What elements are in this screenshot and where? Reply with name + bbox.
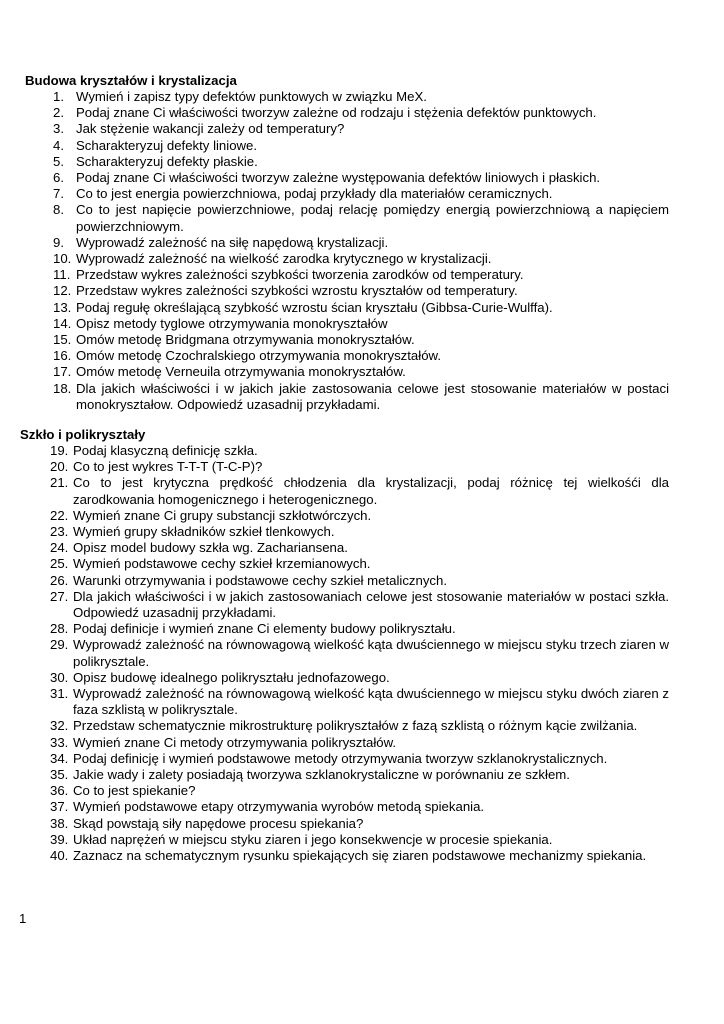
question-number: 37. bbox=[50, 799, 69, 815]
question-item bbox=[50, 637, 669, 669]
question-item bbox=[50, 556, 669, 572]
question-item bbox=[53, 316, 669, 332]
question-text: Co to jest napięcie powierzchniowe, podaj relację pomiędzy energią powierzchniową a napięciem powierzchniowym. bbox=[76, 202, 669, 234]
question-number: 12. bbox=[53, 283, 72, 299]
question-text: Wyprowadź zależność na siłę napędową krystalizacji. bbox=[76, 234, 389, 250]
question-text: Wyprowadź zależność na równowagową wielkość kąta dwuściennego w miejscu styku dwóch ziaren z faza szklistą w polikrysztale. bbox=[73, 686, 669, 718]
question-item bbox=[50, 767, 669, 783]
section-heading-crystals: Budowa kryształów i krystalizacja bbox=[25, 73, 237, 88]
question-number: 16. bbox=[53, 348, 72, 364]
page-number: 1 bbox=[19, 911, 27, 926]
question-text: Co to jest krytyczna prędkość chłodzenia dla krystalizacji, podaj różnicę tej wielkośći dla zarodkowania homogenicznego i heterogenicznego. bbox=[73, 475, 669, 507]
question-item bbox=[53, 364, 669, 380]
question-item bbox=[53, 251, 669, 267]
question-item bbox=[50, 799, 669, 815]
question-number: 20. bbox=[50, 459, 69, 475]
question-item bbox=[53, 235, 669, 251]
question-number: 22. bbox=[50, 507, 69, 523]
question-number: 26. bbox=[50, 572, 69, 588]
question-text: Wymień i zapisz typy defektów punktowych w związku MeX. bbox=[76, 89, 427, 104]
question-number: 24. bbox=[50, 540, 69, 556]
question-text: Podaj definicje i wymień znane Ci elementy budowy polikryształu. bbox=[73, 621, 456, 637]
question-text: Opisz budowę idealnego polikryształu jednofazowego. bbox=[73, 669, 390, 685]
question-number: 17. bbox=[53, 364, 72, 380]
question-text: Podaj znane Ci właściwości tworzyw zależne od rodzaju i stężenia defektów punktowych. bbox=[76, 105, 597, 121]
question-text: Opisz metody tyglowe otrzymywania monokryształów bbox=[76, 315, 388, 331]
question-item bbox=[53, 332, 669, 348]
question-item bbox=[50, 508, 669, 524]
question-number: 11. bbox=[53, 267, 71, 283]
question-item bbox=[50, 832, 669, 848]
question-item bbox=[53, 300, 669, 316]
question-number: 35. bbox=[50, 767, 69, 783]
question-text: Wyprowadź zależność na wielkość zarodka krytycznego w krystalizacji. bbox=[76, 251, 492, 267]
question-number: 23. bbox=[50, 524, 69, 540]
question-text: Dla jakich właściwości i w jakich zastosowaniach celowe jest stosowanie materiałów w postaci szkła. Odpowiedź uzasadnij przykładami. bbox=[73, 588, 669, 621]
question-number: 5. bbox=[53, 153, 64, 169]
question-item bbox=[53, 267, 669, 283]
question-item bbox=[53, 138, 669, 154]
question-number: 18. bbox=[53, 380, 72, 396]
question-item bbox=[50, 718, 669, 734]
question-item bbox=[50, 848, 669, 864]
question-number: 30. bbox=[50, 669, 69, 685]
question-number: 13. bbox=[53, 299, 72, 315]
question-number: 33. bbox=[50, 734, 69, 750]
question-number: 19. bbox=[50, 443, 69, 458]
question-number: 36. bbox=[50, 783, 69, 799]
question-item bbox=[53, 348, 669, 364]
question-item bbox=[53, 154, 669, 170]
question-item bbox=[50, 443, 669, 459]
question-text: Omów metodę Bridgmana otrzymywania monokryształów. bbox=[76, 332, 415, 348]
question-text: Omów metodę Czochralskiego otrzymywania monokryształów. bbox=[76, 348, 441, 364]
question-text: Co to jest spiekanie? bbox=[73, 783, 196, 799]
question-number: 39. bbox=[50, 831, 69, 847]
question-number: 14. bbox=[53, 315, 72, 331]
question-number: 3. bbox=[53, 121, 64, 137]
question-item bbox=[53, 283, 669, 299]
section-heading-glass: Szkło i polikryształy bbox=[20, 427, 146, 442]
question-list-glass bbox=[50, 443, 669, 864]
question-text: Wymień znane Ci metody otrzymywania polikryształów. bbox=[73, 734, 397, 750]
question-item bbox=[53, 170, 669, 186]
question-item bbox=[50, 573, 669, 589]
question-text: Podaj znane Ci właściwości tworzyw zależne występowania defektów liniowych i płaskich. bbox=[76, 170, 601, 186]
question-item bbox=[53, 105, 669, 121]
question-number: 10. bbox=[53, 251, 72, 267]
question-text: Przedstaw schematycznie mikrostrukturę polikryształów z fazą szklistą o różnym kącie zwilżania. bbox=[73, 718, 638, 734]
question-item bbox=[50, 783, 669, 799]
question-number: 1. bbox=[53, 89, 64, 104]
question-item bbox=[53, 202, 669, 234]
question-text: Omów metodę Verneuila otrzymywania monokryształów. bbox=[76, 364, 406, 380]
question-item bbox=[50, 621, 669, 637]
question-item bbox=[50, 475, 669, 507]
question-item bbox=[53, 186, 669, 202]
question-number: 6. bbox=[53, 170, 64, 186]
question-text: Podaj klasyczną definicję szkła. bbox=[73, 443, 258, 458]
question-text: Układ naprężeń w miejscu styku ziaren i jego konsekwencje w procesie spiekania. bbox=[73, 831, 553, 847]
question-text: Podaj regułę określającą szybkość wzrostu ścian kryształu (Gibbsa-Curie-Wulffa). bbox=[76, 299, 553, 315]
question-number: 4. bbox=[53, 137, 64, 153]
question-item bbox=[50, 540, 669, 556]
question-number: 15. bbox=[53, 332, 72, 348]
question-number: 27. bbox=[50, 588, 69, 604]
question-list-crystals bbox=[53, 89, 669, 413]
question-text: Wymień znane Ci grupy substancji szkłotwórczych. bbox=[73, 507, 372, 523]
question-number: 32. bbox=[50, 718, 69, 734]
question-item bbox=[50, 686, 669, 718]
question-item bbox=[53, 121, 669, 137]
question-number: 38. bbox=[50, 815, 69, 831]
question-text: Opisz model budowy szkła wg. Zachariansena. bbox=[73, 540, 348, 556]
question-item bbox=[50, 816, 669, 832]
question-text: Scharakteryzuj defekty liniowe. bbox=[76, 137, 258, 153]
question-text: Jakie wady i zalety posiadają tworzywa szklanokrystaliczne w porównaniu ze szkłem. bbox=[73, 767, 570, 783]
question-text: Wymień grupy składników szkieł tlenkowych. bbox=[73, 524, 335, 540]
question-item bbox=[50, 524, 669, 540]
question-number: 8. bbox=[53, 202, 64, 218]
question-number: 2. bbox=[53, 105, 64, 121]
question-text: Przedstaw wykres zależności szybkości wzrostu kryształów od temperatury. bbox=[76, 283, 518, 299]
question-item bbox=[50, 459, 669, 475]
question-item bbox=[50, 589, 669, 621]
question-number: 21. bbox=[50, 475, 69, 491]
question-text: Przedstaw wykres zależności szybkości tworzenia zarodków od temperatury. bbox=[76, 267, 524, 283]
question-text: Wyprowadź zależność na równowagową wielkość kąta dwuściennego w miejscu styku trzech ziaren w polikrysztale. bbox=[73, 637, 669, 669]
question-number: 40. bbox=[50, 848, 69, 864]
question-number: 29. bbox=[50, 637, 69, 653]
question-number: 34. bbox=[50, 750, 69, 766]
question-text: Skąd powstają siły napędowe procesu spiekania? bbox=[73, 815, 364, 831]
question-text: Co to jest wykres T-T-T (T-C-P)? bbox=[73, 459, 263, 475]
question-text: Co to jest energia powierzchniowa, podaj przykłady dla materiałów ceramicznych. bbox=[76, 186, 553, 202]
question-text: Scharakteryzuj defekty płaskie. bbox=[76, 153, 258, 169]
question-item bbox=[50, 670, 669, 686]
question-text: Wymień podstawowe cechy szkieł krzemianowych. bbox=[73, 556, 371, 572]
question-item bbox=[53, 89, 669, 105]
question-text: Warunki otrzymywania i podstawowe cechy szkieł metalicznych. bbox=[73, 572, 448, 588]
question-text: Jak stężenie wakancji zależy od temperatury? bbox=[76, 121, 345, 137]
question-text: Dla jakich właściwości i w jakich jakie zastosowania celowe jest stosowanie materiałów w postaci monokryształow. Odpowiedź uzasadnij przykładami. bbox=[76, 380, 669, 412]
question-number: 31. bbox=[50, 686, 69, 702]
question-text: Zaznacz na schematycznym rysunku spiekających się ziaren podstawowe mechanizmy spiekania. bbox=[73, 848, 647, 864]
question-item bbox=[50, 751, 669, 767]
question-item bbox=[50, 735, 669, 751]
question-number: 7. bbox=[53, 186, 64, 202]
question-number: 25. bbox=[50, 556, 69, 572]
question-text: Wymień podstawowe etapy otrzymywania wyrobów metodą spiekania. bbox=[73, 799, 485, 815]
question-number: 9. bbox=[53, 234, 64, 250]
question-number: 28. bbox=[50, 621, 69, 637]
question-item bbox=[53, 381, 669, 413]
question-text: Podaj definicję i wymień podstawowe metody otrzymywania tworzyw szklanokrystalicznych. bbox=[73, 750, 608, 766]
